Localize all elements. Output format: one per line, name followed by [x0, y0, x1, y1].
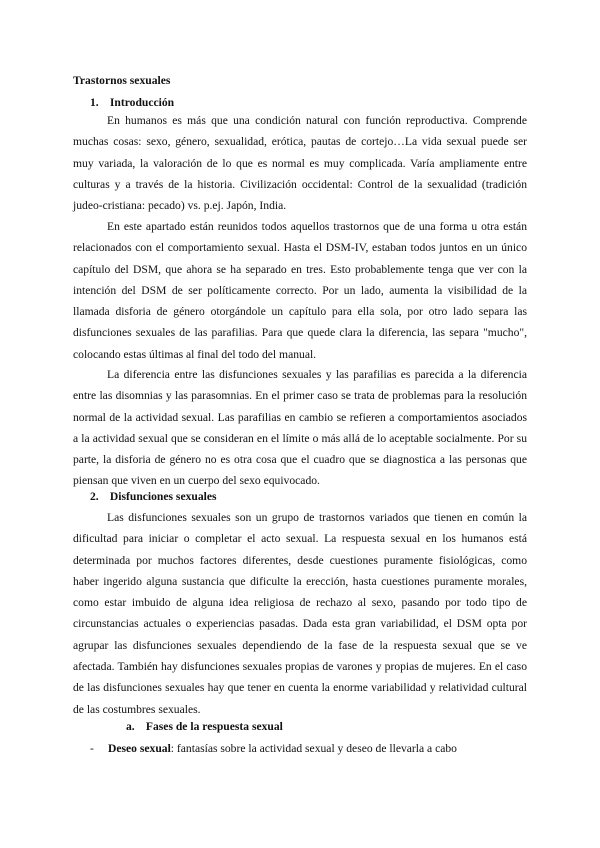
section-title: Introducción	[109, 96, 175, 109]
paragraph: Las disfunciones sexuales son un grupo de trastornos variados que tienen en común la dificultad para iniciar o completar el acto sexual. La respuesta sexual en los humanos está determinada por muchos factores diferentes, desde cuestiones puramente fisiológicas, como haber ingerido alguna sustancia que dificulte la erección, hasta cuestiones puramente morales, como estar imbuido de alguna idea religiosa de rechazo al sexo, pasando por todo tipo de circunstancias actuales o experiencias pasadas. Dada esta gran variabilidad, el DSM opta por agrupar las disfunciones sexuales dependiendo de la fase de la respuesta sexual que se ve afectada. También hay disfunciones sexuales propias de varones y propias de mujeres. En el caso de las disfunciones sexuales hay que tener en cuenta la enorme variabilidad y relatividad cultural de las costumbres sexuales.	[73, 511, 527, 716]
subsection-title: Fases de la respuesta sexual	[145, 720, 283, 733]
section-number: 1.	[90, 96, 99, 109]
subsection-letter: a.	[126, 720, 135, 733]
section-title: Disfunciones sexuales	[109, 490, 217, 503]
bullet-text: : fantasías sobre la actividad sexual y deseo de llevarla a cabo	[170, 742, 457, 755]
section-number: 2.	[90, 490, 99, 503]
paragraph: La diferencia entre las disfunciones sexuales y las parafilias es parecida a la diferencia entre las disomnias y las parasomnias. En el primer caso se trata de problemas para la resolución normal de la actividad sexual. Las parafilias en cambio se refieren a comportamientos asociados a la actividad sexual que se consideran en el límite o más allá de lo aceptable socialmente. Por su parte, la disforia de género no es otra cosa que el cuadro que se diagnostica a las personas que piensan que viven en un cuerpo del sexo equivocado.	[73, 368, 527, 488]
bullet-term: Deseo sexual	[108, 742, 171, 755]
subsection-heading-fases	[126, 716, 283, 737]
document-title: Trastornos sexuales	[73, 74, 171, 87]
bullet-item	[90, 738, 530, 759]
paragraph: En humanos es más que una condición natural con función reproductiva. Comprende muchas cosas: sexo, género, sexualidad, erótica, pautas de cortejo…La vida sexual puede ser muy variada, la valoración de lo que es normal es muy complicada. Varía ampliamente entre culturas y a través de la historia. Civilización occidental: Control de la sexualidad (tradición judeo-cristiana: pecado) vs. p.ej. Japón, India.	[73, 114, 527, 213]
paragraph: En este apartado están reunidos todos aquellos trastornos que de una forma u otra están relacionados con el comportamiento sexual. Hasta el DSM-IV, estaban todos juntos en un único capítulo del DSM, que ahora se ha separado en tres. Esto probablemente tenga que ver con la intención del DSM de ser políticamente correcto. Por un lado, aumenta la visibilidad de la llamada disforia de género otorgándole un capítulo para ella sola, por otro lado separa las disfunciones sexuales de las parafilias. Para que quede clara la diferencia, las separa "mucho", colocando estas últimas al final del todo del manual.	[73, 220, 527, 361]
bullet-dash: -	[90, 742, 94, 755]
section-heading-disfunciones	[90, 486, 217, 507]
